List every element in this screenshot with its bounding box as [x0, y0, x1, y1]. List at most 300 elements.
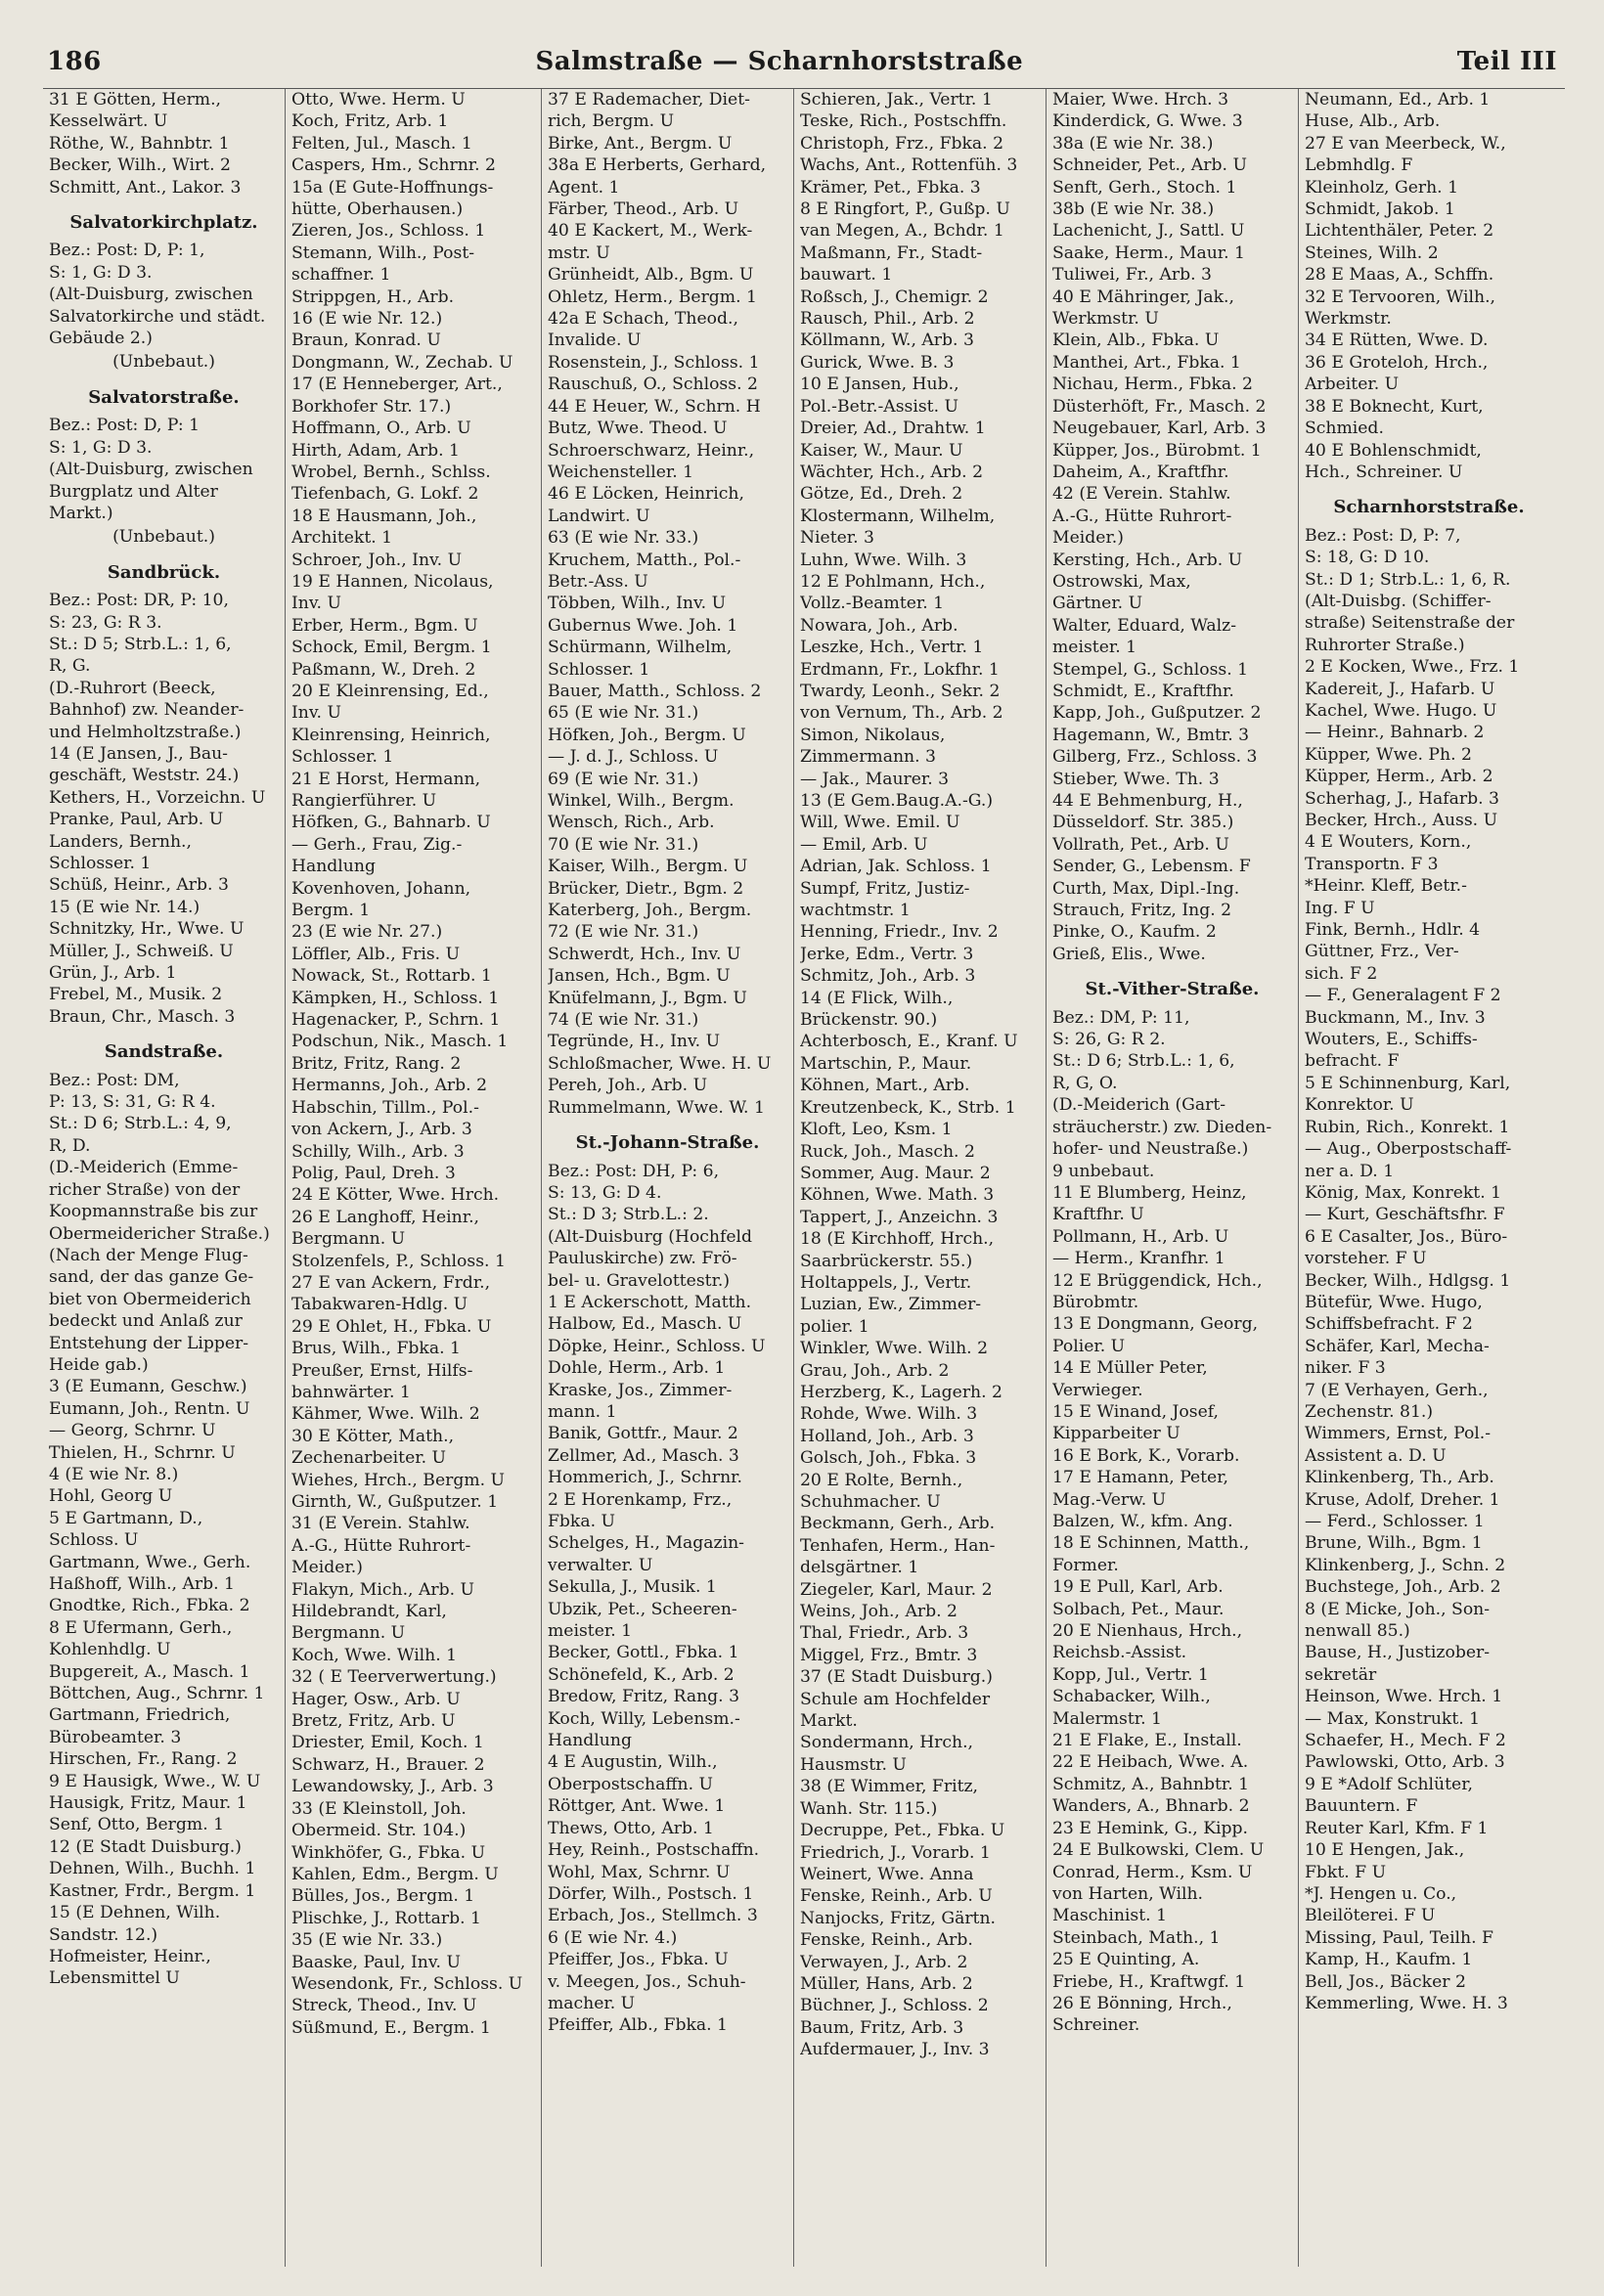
directory-entry: rich, Bergm. U: [548, 111, 675, 132]
directory-entry: Meider.): [291, 1558, 363, 1578]
directory-entry: 13 (E Gem.Baug.A.-G.): [800, 791, 994, 811]
directory-entry: 10 E Hengen, Jak.,: [1305, 1840, 1465, 1861]
directory-entry: 38 (E Wimmer, Fritz,: [800, 1777, 978, 1797]
directory-entry: Döpke, Heinr., Schloss. U: [548, 1336, 766, 1356]
directory-entry: Gartmann, Friedrich,: [49, 1705, 231, 1726]
directory-entry: Schuhmacher. U: [800, 1492, 941, 1512]
directory-entry: 16 (E wie Nr. 12.): [291, 309, 443, 330]
directory-entry: Schmitz, A., Bahnbtr. 1: [1052, 1774, 1250, 1794]
directory-entry: Adrian, Jak. Schloss. 1: [800, 857, 992, 877]
directory-entry: 34 E Rütten, Wwe. D.: [1305, 331, 1489, 351]
directory-entry: Reuter Karl, Kfm. F 1: [1305, 1818, 1489, 1838]
directory-entry: Salvatorkirche und städt.: [49, 306, 266, 327]
directory-entry: Löffler, Alb., Fris. U: [291, 944, 461, 964]
section-label: Teil III: [1456, 47, 1557, 76]
directory-entry: Weichensteller. 1: [548, 462, 694, 482]
street-heading: Salvatorkirchplatz.: [69, 212, 258, 234]
directory-entry: Schlosser. 1: [291, 747, 394, 768]
directory-entry: Stolzenfels, P., Schloss. 1: [291, 1251, 506, 1271]
directory-entry: Küpper, Jos., Bürobmt. 1: [1052, 440, 1262, 461]
directory-entry: Bez.: Post: D, P: 1: [49, 416, 200, 436]
directory-entry: Gurick, Wwe. B. 3: [800, 352, 955, 373]
note: (Unbebaut.): [112, 352, 215, 373]
directory-entry: Schönefeld, K., Arb. 2: [548, 1664, 735, 1685]
directory-entry: Maßmann, Fr., Stadt-: [800, 243, 983, 263]
directory-entry: — Gerh., Frau, Zig.-: [291, 834, 463, 855]
directory-entry: niker. F 3: [1305, 1358, 1386, 1379]
directory-entry: Pranke, Paul, Arb. U: [49, 810, 224, 830]
directory-entry: Többen, Wilh., Inv. U: [548, 594, 727, 614]
directory-entry: Kruchem, Matth., Pol.-: [548, 550, 741, 570]
directory-entry: Martschin, P., Maur.: [800, 1053, 972, 1074]
directory-entry: 8 E Ringfort, P., Gußp. U: [800, 199, 1010, 220]
directory-entry: Verwieger.: [1052, 1380, 1143, 1400]
directory-entry: Fenske, Reinh., Arb. U: [800, 1886, 993, 1907]
directory-entry: Schwarz, H., Brauer. 2: [291, 1754, 485, 1775]
directory-entry: Friebe, H., Kraftwgf. 1: [1052, 1971, 1246, 1992]
directory-entry: 27 E van Ackern, Frdr.,: [291, 1272, 491, 1293]
directory-entry: Müller, Hans, Arb. 2: [800, 1973, 973, 1994]
directory-entry: Schiffsbefracht. F 2: [1305, 1314, 1473, 1335]
directory-entry: wachtmstr. 1: [800, 901, 911, 921]
directory-entry: 22 E Heibach, Wwe. A.: [1052, 1752, 1249, 1773]
directory-entry: Schreiner.: [1052, 2015, 1140, 2036]
directory-entry: 21 E Flake, E., Install.: [1052, 1731, 1242, 1751]
directory-entry: S: 18, G: D 10.: [1305, 548, 1430, 568]
directory-entry: Banik, Gottfr., Maur. 2: [548, 1424, 738, 1444]
directory-entry: Miggel, Frz., Bmtr. 3: [800, 1645, 978, 1665]
directory-entry: 42a E Schach, Theod.,: [548, 309, 738, 330]
directory-entry: 70 (E wie Nr. 31.): [548, 834, 699, 855]
directory-entry: Rauschuß, O., Schloss. 2: [548, 375, 758, 395]
directory-entry: Süßmund, E., Bergm. 1: [291, 2017, 491, 2038]
directory-entry: 4 E Augustin, Wilh.,: [548, 1752, 718, 1773]
directory-entry: ner a. D. 1: [1305, 1161, 1395, 1181]
directory-entry: Becker, Gottl., Fbka. 1: [548, 1643, 739, 1663]
directory-entry: Neugebauer, Karl, Arb. 3: [1052, 419, 1267, 439]
directory-entry: sich. F 2: [1305, 963, 1378, 984]
directory-entry: Werkmstr.: [1305, 309, 1392, 330]
directory-entry: Brus, Wilh., Fbka. 1: [291, 1339, 461, 1359]
directory-entry: Betr.-Ass. U: [548, 571, 648, 592]
directory-entry: Dohle, Herm., Arb. 1: [548, 1358, 726, 1379]
directory-entry: Koch, Willy, Lebensm.-: [548, 1708, 740, 1729]
directory-entry: geschäft, Weststr. 24.): [49, 766, 240, 786]
directory-entry: Obermeid. Str. 104.): [291, 1821, 467, 1841]
directory-entry: 23 E Hemink, G., Kipp.: [1052, 1818, 1249, 1838]
directory-entry: 12 (E Stadt Duisburg.): [49, 1836, 242, 1857]
directory-entry: Rausch, Phil., Arb. 2: [800, 309, 975, 330]
directory-entry: Gilberg, Frz., Schloss. 3: [1052, 747, 1258, 768]
directory-entry: befracht. F: [1305, 1051, 1400, 1072]
directory-entry: bel- u. Gravelottestr.): [548, 1270, 731, 1291]
directory-entry: Ing. F U: [1305, 898, 1375, 918]
directory-entry: Luzian, Ew., Zimmer-: [800, 1295, 982, 1315]
directory-entry: Grünheidt, Alb., Bgm. U: [548, 265, 754, 286]
directory-entry: 42 (E Verein. Stahlw.: [1052, 484, 1231, 505]
directory-entry: Kohlenhdlg. U: [49, 1640, 171, 1660]
directory-entry: Jansen, Hch., Bgm. U: [548, 966, 731, 987]
directory-entry: 32 E Tervooren, Wilh.,: [1305, 287, 1496, 307]
directory-entry: Müller, J., Schweiß. U: [49, 941, 234, 961]
directory-entry: Tuliwei, Fr., Arb. 3: [1052, 265, 1212, 286]
directory-entry: von Harten, Wilh.: [1052, 1883, 1204, 1904]
street-heading: Sandstraße.: [104, 1041, 224, 1063]
directory-entry: Wensch, Rich., Arb.: [548, 813, 715, 833]
directory-entry: 10 E Jansen, Hub.,: [800, 375, 959, 395]
directory-entry: — Herm., Kranfhr. 1: [1052, 1249, 1225, 1269]
directory-entry: 46 E Löcken, Heinrich,: [548, 484, 744, 505]
directory-entry: Strippgen, H., Arb.: [291, 287, 455, 307]
directory-entry: R, D.: [49, 1135, 91, 1156]
directory-entry: 17 E Hamann, Peter,: [1052, 1468, 1229, 1488]
directory-entry: biet von Obermeiderich: [49, 1289, 251, 1309]
directory-entry: 23 (E wie Nr. 27.): [291, 922, 443, 943]
directory-entry: Achterbosch, E., Kranf. U: [800, 1032, 1018, 1052]
directory-entry: Agent. 1: [548, 177, 620, 198]
directory-entry: Höfken, G., Bahnarb. U: [291, 813, 491, 833]
directory-entry: Malermstr. 1: [1052, 1708, 1162, 1729]
directory-entry: Dehnen, Wilh., Buchh. 1: [49, 1859, 256, 1879]
directory-entry: Güttner, Frz., Ver-: [1305, 942, 1459, 962]
directory-entry: Arbeiter. U: [1305, 375, 1400, 395]
column-6: [1299, 89, 1559, 2267]
directory-entry: Wanh. Str. 115.): [800, 1798, 938, 1819]
directory-entry: Kleinrensing, Heinrich,: [291, 725, 491, 745]
directory-entry: mann. 1: [548, 1401, 617, 1422]
directory-entry: straße) Seitenstraße der: [1305, 613, 1515, 634]
directory-entry: Bahnhof) zw. Neander-: [49, 700, 245, 721]
directory-entry: Schloßmacher, Wwe. H. U: [548, 1053, 772, 1074]
directory-entry: 13 E Dongmann, Georg,: [1052, 1314, 1259, 1335]
directory-entry: Götze, Ed., Dreh. 2: [800, 484, 963, 505]
directory-entry: Rubin, Rich., Konrekt. 1: [1305, 1117, 1510, 1137]
directory-entry: 44 E Behmenburg, H.,: [1052, 791, 1243, 811]
directory-entry: Kahlen, Edm., Bergm. U: [291, 1864, 499, 1884]
directory-entry: Zieren, Jos., Schloss. 1: [291, 221, 486, 242]
directory-entry: Erber, Herm., Bgm. U: [291, 615, 478, 636]
directory-entry: Lebensmittel U: [49, 1968, 180, 1989]
directory-entry: Sekulla, J., Musik. 1: [548, 1577, 717, 1598]
directory-entry: mstr. U: [548, 243, 610, 263]
directory-entry: Conrad, Herm., Ksm. U: [1052, 1862, 1253, 1882]
directory-entry: 15a (E Gute-Hoffnungs-: [291, 177, 494, 198]
street-heading: St.-Johann-Straße.: [575, 1132, 760, 1154]
directory-entry: Steines, Wilh. 2: [1305, 243, 1439, 263]
directory-entry: Schloss. U: [49, 1530, 139, 1551]
directory-entry: 8 E Ufermann, Gerh.,: [49, 1617, 233, 1638]
directory-entry: Klinkenberg, Th., Arb.: [1305, 1468, 1494, 1488]
directory-entry: delsgärtner. 1: [800, 1558, 919, 1578]
directory-entry: Vollrath, Pet., Arb. U: [1052, 834, 1229, 855]
directory-entry: Fenske, Reinh., Arb.: [800, 1930, 973, 1951]
directory-entry: 31 E Götten, Herm.,: [49, 90, 222, 110]
directory-entry: — Kurt, Geschäftsfhr. F: [1305, 1205, 1505, 1225]
directory-entry: Simon, Nikolaus,: [800, 725, 946, 745]
directory-entry: Lachenicht, J., Sattl. U: [1052, 221, 1245, 242]
directory-entry: Mag.-Verw. U: [1052, 1489, 1167, 1510]
directory-entry: Hagemann, W., Bmtr. 3: [1052, 725, 1250, 745]
directory-entry: Klinkenberg, J., Schn. 2: [1305, 1555, 1506, 1575]
directory-entry: Huse, Alb., Arb.: [1305, 111, 1441, 132]
directory-entry: von Vernum, Th., Arb. 2: [800, 703, 1003, 724]
directory-entry: Hch., Schreiner. U: [1305, 462, 1463, 482]
directory-entry: Gebäude 2.): [49, 329, 153, 349]
directory-entry: 24 E Bulkowski, Clem. U: [1052, 1840, 1265, 1861]
directory-entry: Frebel, M., Musik. 2: [49, 985, 223, 1005]
directory-entry: Heinson, Wwe. Hrch. 1: [1305, 1687, 1503, 1707]
directory-entry: 38a (E wie Nr. 38.): [1052, 133, 1214, 154]
directory-entry: Twardy, Leonh., Sekr. 2: [800, 681, 1001, 701]
page-title: Salmstraße — Scharnhorststraße: [535, 47, 1024, 76]
directory-entry: Zimmermann. 3: [800, 747, 936, 768]
column-5: [1047, 89, 1299, 2267]
directory-entry: Bürobmtr.: [1052, 1292, 1139, 1312]
directory-entry: vorsteher. F U: [1305, 1249, 1427, 1269]
directory-entry: Bütefür, Wwe. Hugo,: [1305, 1292, 1483, 1312]
directory-entry: Christoph, Frz., Fbka. 2: [800, 133, 1004, 154]
directory-entry: Paßmann, W., Dreh. 2: [291, 659, 476, 680]
directory-entry: Grieß, Elis., Wwe.: [1052, 944, 1206, 964]
directory-entry: Gärtner. U: [1052, 594, 1143, 614]
directory-entry: St.: D 3; Strb.L.: 2.: [548, 1205, 709, 1225]
directory-entry: bauwart. 1: [800, 265, 893, 286]
directory-entry: Habschin, Tillm., Pol.-: [291, 1097, 479, 1118]
street-heading: St.-Vither-Straße.: [1085, 979, 1260, 1000]
directory-entry: Kastner, Frdr., Bergm. 1: [49, 1880, 256, 1901]
column-1: [43, 89, 286, 2267]
directory-entry: 19 E Hannen, Nicolaus,: [291, 571, 494, 592]
directory-entry: Tappert, J., Anzeichn. 3: [800, 1207, 999, 1227]
directory-entry: Ruhrorter Straße.): [1305, 635, 1465, 655]
directory-entry: Jerke, Edm., Vertr. 3: [800, 944, 974, 964]
directory-entry: — Aug., Oberpostschaff-: [1305, 1139, 1512, 1160]
directory-entry: *Heinr. Kleff, Betr.-: [1305, 876, 1467, 897]
directory-entry: 4 E Wouters, Korn.,: [1305, 832, 1472, 853]
directory-entry: Pfeiffer, Alb., Fbka. 1: [548, 2015, 728, 2036]
directory-entry: Manthei, Art., Fbka. 1: [1052, 352, 1241, 373]
directory-entry: Markt.): [49, 503, 113, 523]
directory-entry: 29 E Ohlet, H., Fbka. U: [291, 1316, 492, 1337]
directory-entry: 9 E Hausigk, Wwe., W. U: [49, 1771, 261, 1791]
directory-entry: Henning, Friedr., Inv. 2: [800, 922, 999, 943]
directory-entry: Dörfer, Wilh., Postsch. 1: [548, 1883, 754, 1904]
directory-entry: Wrobel, Bernh., Schlss.: [291, 462, 491, 482]
directory-entry: Rummelmann, Wwe. W. 1: [548, 1097, 765, 1118]
directory-entry: (Alt-Duisbg. (Schiffer-: [1305, 591, 1492, 611]
directory-entry: Thews, Otto, Arb. 1: [548, 1818, 714, 1838]
directory-entry: Balzen, W., kfm. Ang.: [1052, 1512, 1233, 1531]
directory-entry: Bauuntern. F: [1305, 1796, 1418, 1817]
directory-entry: Vollz.-Beamter. 1: [800, 594, 945, 614]
directory-entry: Birke, Ant., Bergm. U: [548, 133, 733, 154]
directory-entry: — Ferd., Schlosser. 1: [1305, 1512, 1485, 1531]
directory-entry: Oberpostschaffn. U: [548, 1774, 714, 1794]
directory-entry: Kähmer, Wwe. Wilh. 2: [291, 1404, 480, 1425]
directory-entry: 38b (E wie Nr. 38.): [1052, 199, 1215, 220]
directory-entry: meister. 1: [548, 1621, 633, 1642]
directory-entry: Luhn, Wwe. Wilh. 3: [800, 550, 967, 570]
directory-entry: Röttger, Ant. Wwe. 1: [548, 1796, 726, 1817]
directory-entry: Kopp, Jul., Vertr. 1: [1052, 1664, 1209, 1685]
directory-entry: Hausmstr. U: [800, 1754, 907, 1775]
directory-entry: Bez.: Post: D, P: 7,: [1305, 525, 1461, 546]
directory-entry: 18 E Hausmann, Joh.,: [291, 506, 477, 526]
directory-entry: 3 (E Eumann, Geschw.): [49, 1377, 247, 1397]
directory-entry: Schmidt, Jakob. 1: [1305, 199, 1455, 220]
directory-entry: Britz, Fritz, Rang. 2: [291, 1053, 462, 1074]
directory-entry: Inv. U: [291, 594, 341, 614]
directory-entry: Pfeiffer, Jos., Fbka. U: [548, 1950, 729, 1970]
directory-entry: van Megen, A., Bchdr. 1: [800, 221, 1004, 242]
directory-entry: 6 E Casalter, Jos., Büro-: [1305, 1226, 1508, 1247]
directory-entry: Kersting, Hch., Arb. U: [1052, 550, 1243, 570]
directory-entry: 2 E Kocken, Wwe., Frz. 1: [1305, 657, 1520, 678]
directory-entry: Katerberg, Joh., Bergm.: [548, 901, 752, 921]
directory-entry: Kämpken, H., Schloss. 1: [291, 988, 500, 1008]
directory-entry: Curth, Max, Dipl.-Ing.: [1052, 878, 1240, 899]
directory-entry: Schürmann, Wilhelm,: [548, 638, 733, 658]
directory-entry: Köhnen, Mart., Arb.: [800, 1076, 970, 1096]
directory-entry: Buckmann, M., Inv. 3: [1305, 1007, 1486, 1028]
directory-entry: Kaiser, W., Maur. U: [800, 440, 963, 461]
directory-entry: 7 (E Verhayen, Gerh.,: [1305, 1380, 1489, 1400]
directory-entry: 5 E Gartmann, D.,: [49, 1508, 203, 1528]
directory-entry: 31 (E Verein. Stahlw.: [291, 1514, 470, 1534]
directory-entry: Daheim, A., Kraftfhr.: [1052, 462, 1229, 482]
directory-entry: St.: D 5; Strb.L.: 1, 6,: [49, 634, 232, 654]
directory-entry: Kloft, Leo, Ksm. 1: [800, 1120, 953, 1140]
directory-entry: Winkel, Wilh., Bergm.: [548, 791, 735, 811]
directory-entry: Neumann, Ed., Arb. 1: [1305, 90, 1491, 110]
directory-entry: (Alt-Duisburg (Hochfeld: [548, 1226, 753, 1247]
directory-entry: Sommer, Aug. Maur. 2: [800, 1163, 991, 1183]
directory-entry: Will, Wwe. Emil. U: [800, 813, 960, 833]
directory-entry: Becker, Wilh., Wirt. 2: [49, 155, 231, 176]
directory-entry: Röthe, W., Bahnbtr. 1: [49, 133, 230, 154]
directory-entry: Hermanns, Joh., Arb. 2: [291, 1076, 487, 1096]
directory-entry: Sondermann, Hrch.,: [800, 1733, 974, 1753]
directory-entry: Schock, Emil, Bergm. 1: [291, 638, 492, 658]
directory-entry: Wanders, A., Bhnarb. 2: [1052, 1796, 1250, 1817]
directory-entry: Reichsb.-Assist.: [1052, 1643, 1187, 1663]
directory-entry: Caspers, Hm., Schrnr. 2: [291, 155, 496, 176]
directory-entry: Schmidt, E., Kraftfhr.: [1052, 681, 1234, 701]
directory-entry: Braun, Chr., Masch. 3: [49, 1006, 236, 1027]
directory-entry: 26 E Langhoff, Heinr.,: [291, 1207, 479, 1227]
directory-entry: Kemmerling, Wwe. H. 3: [1305, 1993, 1508, 2013]
directory-entry: Hofmeister, Heinr.,: [49, 1946, 211, 1966]
directory-entry: macher. U: [548, 1993, 636, 2013]
directory-entry: (Alt-Duisburg, zwischen: [49, 285, 253, 305]
directory-entry: R, G.: [49, 656, 91, 677]
directory-entry: Entstehung der Lipper-: [49, 1333, 249, 1353]
directory-entry: Saake, Herm., Maur. 1: [1052, 243, 1245, 263]
directory-entry: Ubzik, Pet., Scheeren-: [548, 1599, 737, 1619]
directory-entry: Landwirt. U: [548, 506, 650, 526]
directory-entry: Lebmhdlg. F: [1305, 155, 1413, 176]
directory-entry: Eumann, Joh., Rentn. U: [49, 1398, 250, 1419]
directory-entry: 32 ( E Teerverwertung.): [291, 1667, 497, 1688]
page-number: 186: [47, 47, 102, 76]
directory-entry: Thal, Friedr., Arb. 3: [800, 1623, 969, 1644]
directory-entry: Solbach, Pet., Maur.: [1052, 1599, 1225, 1619]
directory-entry: Schüß, Heinr., Arb. 3: [49, 875, 229, 896]
directory-entry: Kamp, H., Kaufm. 1: [1305, 1950, 1473, 1970]
directory-entry: Maschinist. 1: [1052, 1906, 1168, 1926]
directory-entry: 19 E Pull, Karl, Arb.: [1052, 1577, 1224, 1598]
directory-entry: bahnwärter. 1: [291, 1382, 411, 1402]
directory-entry: Weinert, Wwe. Anna: [800, 1864, 974, 1884]
directory-entry: Düsseldorf. Str. 385.): [1052, 813, 1234, 833]
directory-entry: 26 E Bönning, Hrch.,: [1052, 1993, 1232, 2013]
directory-entry: meister. 1: [1052, 638, 1137, 658]
directory-entry: hütte, Oberhausen.): [291, 199, 464, 220]
directory-entry: Küpper, Herm., Arb. 2: [1305, 767, 1493, 787]
directory-entry: Obermeidericher Straße.): [49, 1223, 270, 1244]
directory-entry: Wächter, Hch., Arb. 2: [800, 462, 984, 482]
directory-entry: Schnitzky, Hr., Wwe. U: [49, 919, 245, 940]
note: (Unbebaut.): [112, 527, 215, 548]
directory-entry: Handlung: [548, 1731, 632, 1751]
directory-entry: — Heinr., Bahnarb. 2: [1305, 723, 1485, 743]
directory-entry: 15 (E Dehnen, Wilh.: [49, 1903, 221, 1923]
directory-entry: Bürobeamter. 3: [49, 1727, 182, 1747]
directory-entry: Tiefenbach, G. Lokf. 2: [291, 484, 479, 505]
directory-entry: 18 E Schinnen, Matth.,: [1052, 1533, 1250, 1554]
directory-entry: Missing, Paul, Teilh. F: [1305, 1927, 1493, 1948]
directory-entry: Pinke, O., Kaufm. 2: [1052, 922, 1217, 943]
directory-entry: Kethers, H., Vorzeichn. U: [49, 787, 266, 808]
directory-entry: Aufdermauer, J., Inv. 3: [800, 2040, 990, 2060]
directory-entry: (D.-Ruhrort (Beeck,: [49, 678, 216, 698]
directory-entry: Wimmers, Ernst, Pol.-: [1305, 1424, 1492, 1444]
directory-entry: (D.-Meiderich (Gart-: [1052, 1095, 1226, 1116]
directory-entry: Hager, Osw., Arb. U: [291, 1689, 461, 1709]
directory-entry: 27 E van Meerbeck, W.,: [1305, 133, 1506, 154]
directory-entry: Gubernus Wwe. Joh. 1: [548, 615, 738, 636]
directory-entry: nenwall 85.): [1305, 1621, 1410, 1642]
directory-entry: Wouters, E., Schiffs-: [1305, 1030, 1478, 1050]
directory-entry: Bauer, Matth., Schloss. 2: [548, 681, 762, 701]
directory-entry: Fink, Bernh., Hdlr. 4: [1305, 920, 1481, 941]
directory-entry: Schäfer, Karl, Mecha-: [1305, 1336, 1490, 1356]
directory-entry: Kleinholz, Gerh. 1: [1305, 177, 1459, 198]
directory-entry: Polig, Paul, Dreh. 3: [291, 1163, 456, 1183]
directory-entry: Erdmann, Fr., Lokfhr. 1: [800, 659, 1000, 680]
directory-entry: Heide gab.): [49, 1354, 149, 1375]
directory-entry: Schabacker, Wilh.,: [1052, 1687, 1211, 1707]
directory-entry: 9 E *Adolf Schlüter,: [1305, 1774, 1473, 1794]
directory-entry: 33 (E Kleinstoll, Joh.: [291, 1798, 467, 1819]
directory-entry: Dongmann, W., Zechab. U: [291, 352, 513, 373]
directory-entry: Friedrich, J., Vorarb. 1: [800, 1842, 991, 1863]
directory-entry: — F., Generalagent F 2: [1305, 986, 1501, 1006]
directory-entry: Bause, H., Justizober-: [1305, 1643, 1491, 1663]
directory-entry: Thielen, H., Schrnr. U: [49, 1442, 236, 1463]
page-header: [47, 39, 1557, 84]
directory-entry: Senf, Otto, Bergm. 1: [49, 1815, 225, 1835]
directory-entry: 12 E Brüggendick, Hch.,: [1052, 1270, 1263, 1291]
directory-entry: Schilly, Wilh., Arb. 3: [291, 1141, 465, 1162]
directory-entry: Schlosser. 1: [49, 854, 152, 873]
directory-entry: Düsterhöft, Fr., Masch. 2: [1052, 396, 1267, 417]
directory-entry: Pawlowski, Otto, Arb. 3: [1305, 1752, 1505, 1773]
directory-entry: Gnodtke, Rich., Fbka. 2: [49, 1596, 250, 1616]
directory-entry: Fbkt. F U: [1305, 1862, 1387, 1882]
directory-entry: Böttchen, Aug., Schrnr. 1: [49, 1684, 265, 1704]
directory-entry: Holtappels, J., Vertr.: [800, 1272, 972, 1293]
